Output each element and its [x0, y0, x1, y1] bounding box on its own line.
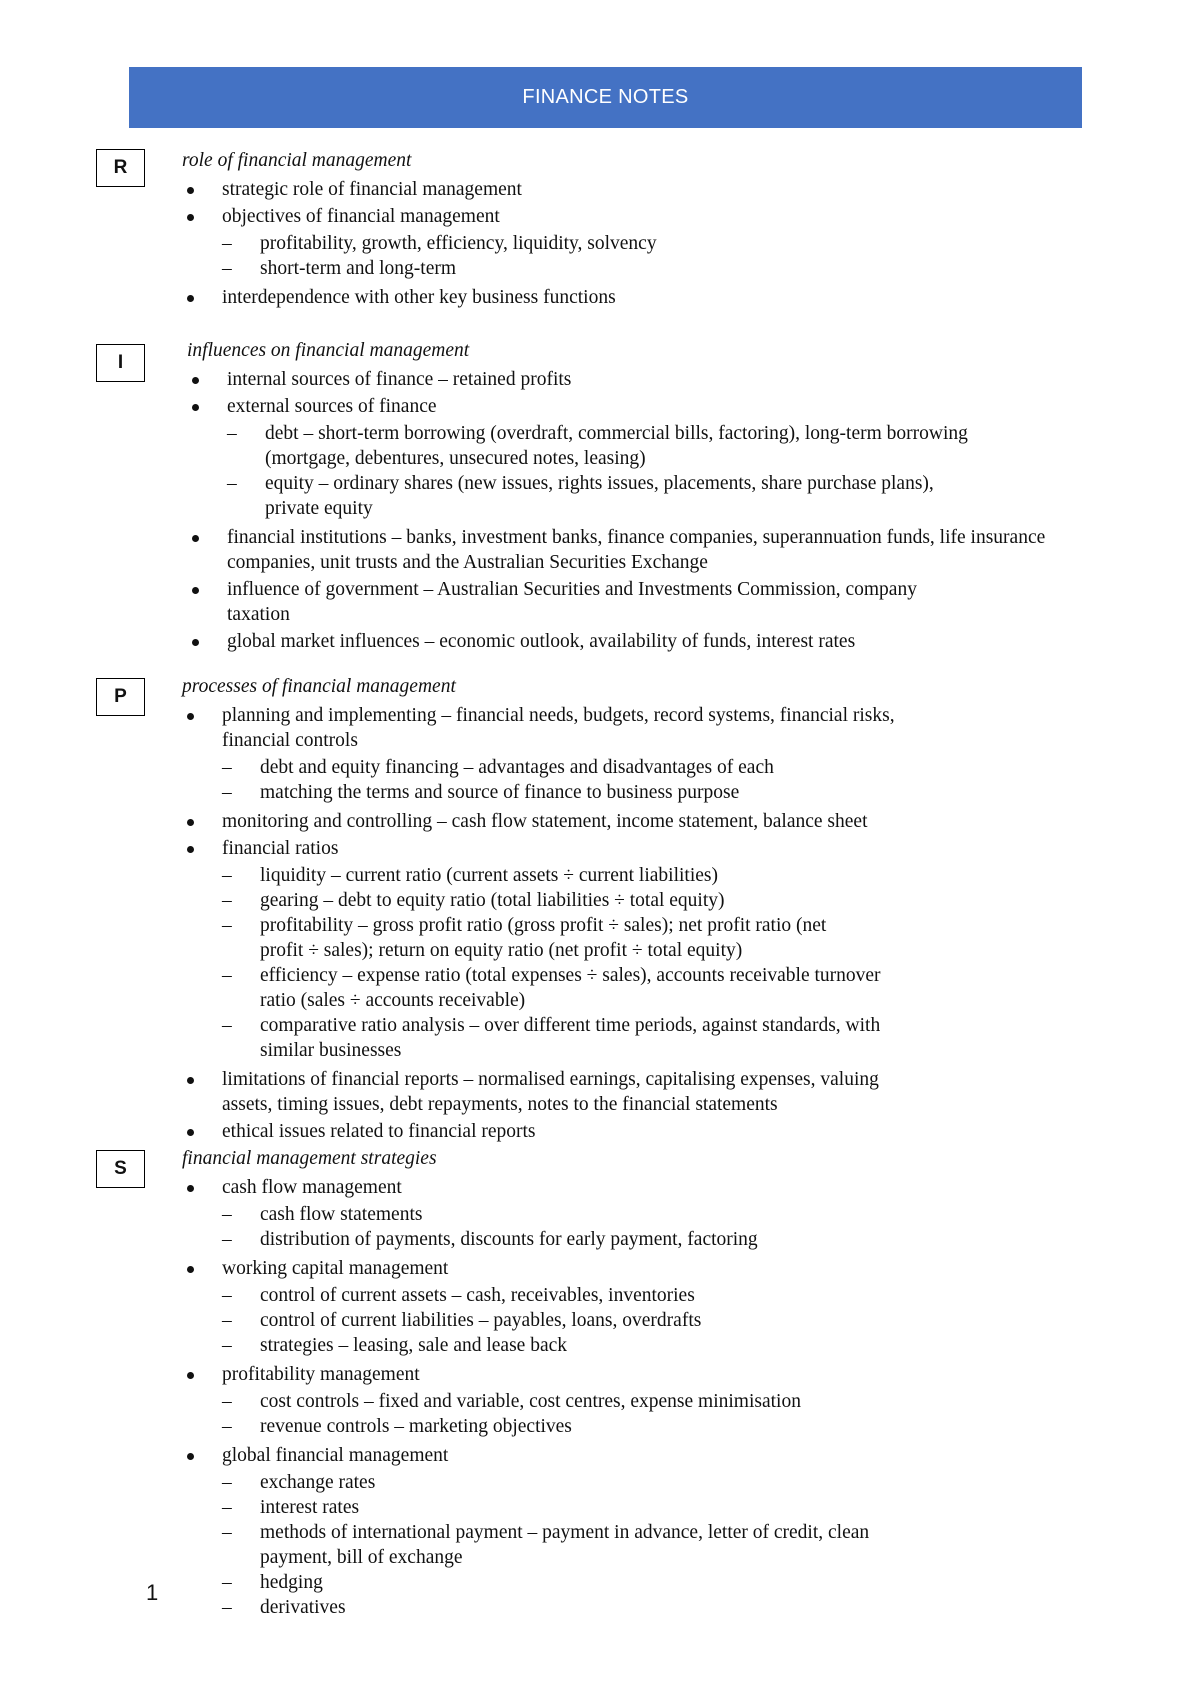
sub-item: – cash flow statements	[222, 1202, 1062, 1227]
sub-item: – efficiency – expense ratio (total expenses ÷ sales), accounts receivable turnover ratio (sales ÷ accounts receivable)	[222, 963, 912, 1013]
sub-item: – derivatives	[222, 1595, 902, 1620]
list-item: ethical issues related to financial reports	[182, 1119, 1062, 1144]
list-item: objectives of financial management – profitability, growth, efficiency, liquidity, solvency – short-term and long-term	[182, 204, 1062, 281]
list-item: financial institutions – banks, investment banks, finance companies, superannuation funds, life insurance companies, unit trusts and the Australian Securities Exchange	[187, 525, 1067, 575]
section-letter-i: I	[96, 344, 145, 382]
sub-item: – liquidity – current ratio (current assets ÷ current liabilities)	[222, 863, 912, 888]
list-item: monitoring and controlling – cash flow statement, income statement, balance sheet	[182, 809, 1062, 834]
section-influences	[187, 338, 1067, 656]
section-title: role of financial management	[182, 150, 412, 171]
list-item: global market influences – economic outlook, availability of funds, interest rates	[187, 629, 1067, 654]
section-title: processes of financial management	[182, 676, 456, 697]
list-item: interdependence with other key business functions	[182, 285, 1062, 310]
section-letter-r: R	[96, 149, 145, 187]
list-item: working capital management – control of current assets – cash, receivables, inventories – control of current liabilities – payables, loans, overdrafts – strategies – leasing, sale and lease back	[182, 1256, 1062, 1358]
sub-item: – distribution of payments, discounts for early payment, factoring	[222, 1227, 1062, 1252]
sub-item: – comparative ratio analysis – over different time periods, against standards, with similar businesses	[222, 1013, 912, 1063]
page-title-banner: FINANCE NOTES	[129, 67, 1082, 128]
section-processes	[182, 674, 1062, 1146]
sub-item: – debt and equity financing – advantages and disadvantages of each	[222, 755, 942, 780]
sub-item: – methods of international payment – payment in advance, letter of credit, clean payment, bill of exchange	[222, 1520, 902, 1570]
sub-item: – profitability, growth, efficiency, liquidity, solvency	[222, 231, 1062, 256]
sub-item: – debt – short-term borrowing (overdraft, commercial bills, factoring), long-term borrowing (mortgage, debentures, unsecured notes, leasing)	[227, 421, 977, 471]
list-item: profitability management – cost controls – fixed and variable, cost centres, expense minimisation – revenue controls – marketing objectives	[182, 1362, 1062, 1439]
sub-item: – matching the terms and source of finance to business purpose	[222, 780, 942, 805]
sub-item: – control of current assets – cash, receivables, inventories	[222, 1283, 1062, 1308]
section-title: influences on financial management	[187, 340, 470, 361]
list-item: global financial management – exchange rates – interest rates – methods of international payment – payment in advance, letter of credit, clean payment, bill of exchange – hedging – derivatives	[182, 1443, 1062, 1620]
sub-item: – hedging	[222, 1570, 902, 1595]
section-letter-s: S	[96, 1150, 145, 1188]
sub-item: – strategies – leasing, sale and lease back	[222, 1333, 1062, 1358]
section-letter-p: P	[96, 678, 145, 716]
list-item: cash flow management – cash flow statements – distribution of payments, discounts for early payment, factoring	[182, 1175, 1062, 1252]
page-number: 1	[146, 1580, 159, 1605]
list-item: internal sources of finance – retained profits	[187, 367, 1067, 392]
section-role	[182, 148, 1062, 312]
sub-item: – short-term and long-term	[222, 256, 1062, 281]
sub-item: – equity – ordinary shares (new issues, rights issues, placements, share purchase plans), private equity	[227, 471, 977, 521]
sub-item: – control of current liabilities – payables, loans, overdrafts	[222, 1308, 1062, 1333]
list-item: limitations of financial reports – normalised earnings, capitalising expenses, valuing assets, timing issues, debt repayments, notes to the financial statements	[182, 1067, 902, 1117]
sub-item: – profitability – gross profit ratio (gross profit ÷ sales); net profit ratio (net profit ÷ sales); return on equity ratio (net profit ÷ total equity)	[222, 913, 832, 963]
list-item: financial ratios – liquidity – current ratio (current assets ÷ current liabilities) – gearing – debt to equity ratio (total liabilities ÷ total equity) – profitability – gross profit ratio (gross profit ÷ sales); net profit ratio (net profit ÷ sales); return on equity ratio (net profit ÷ total equity) – efficiency – expense ratio (total expenses ÷ sales), accounts receivable turnover ratio (sales ÷ accounts receivable) – comparative ratio analysis – over different time periods, against standards, with similar businesses	[182, 836, 1062, 1063]
list-item: influence of government – Australian Securities and Investments Commission, company taxation	[187, 577, 947, 627]
section-title: financial management strategies	[182, 1148, 437, 1169]
list-item: external sources of finance – debt – short-term borrowing (overdraft, commercial bills, factoring), long-term borrowing (mortgage, debentures, unsecured notes, leasing) – equity – ordinary shares (new issues, rights issues, placements, share purchase plans), private equity	[187, 394, 1067, 521]
sub-item: – interest rates	[222, 1495, 902, 1520]
sub-item: – gearing – debt to equity ratio (total liabilities ÷ total equity)	[222, 888, 912, 913]
sub-item: – exchange rates	[222, 1470, 902, 1495]
sub-item: – revenue controls – marketing objectives	[222, 1414, 1062, 1439]
sub-item: – cost controls – fixed and variable, cost centres, expense minimisation	[222, 1389, 1062, 1414]
section-strategies	[182, 1146, 1062, 1624]
list-item: planning and implementing – financial needs, budgets, record systems, financial risks, financial controls – debt and equity financing – advantages and disadvantages of each – matching the terms and source of finance to business purpose	[182, 703, 942, 805]
list-item: strategic role of financial management	[182, 177, 1062, 202]
